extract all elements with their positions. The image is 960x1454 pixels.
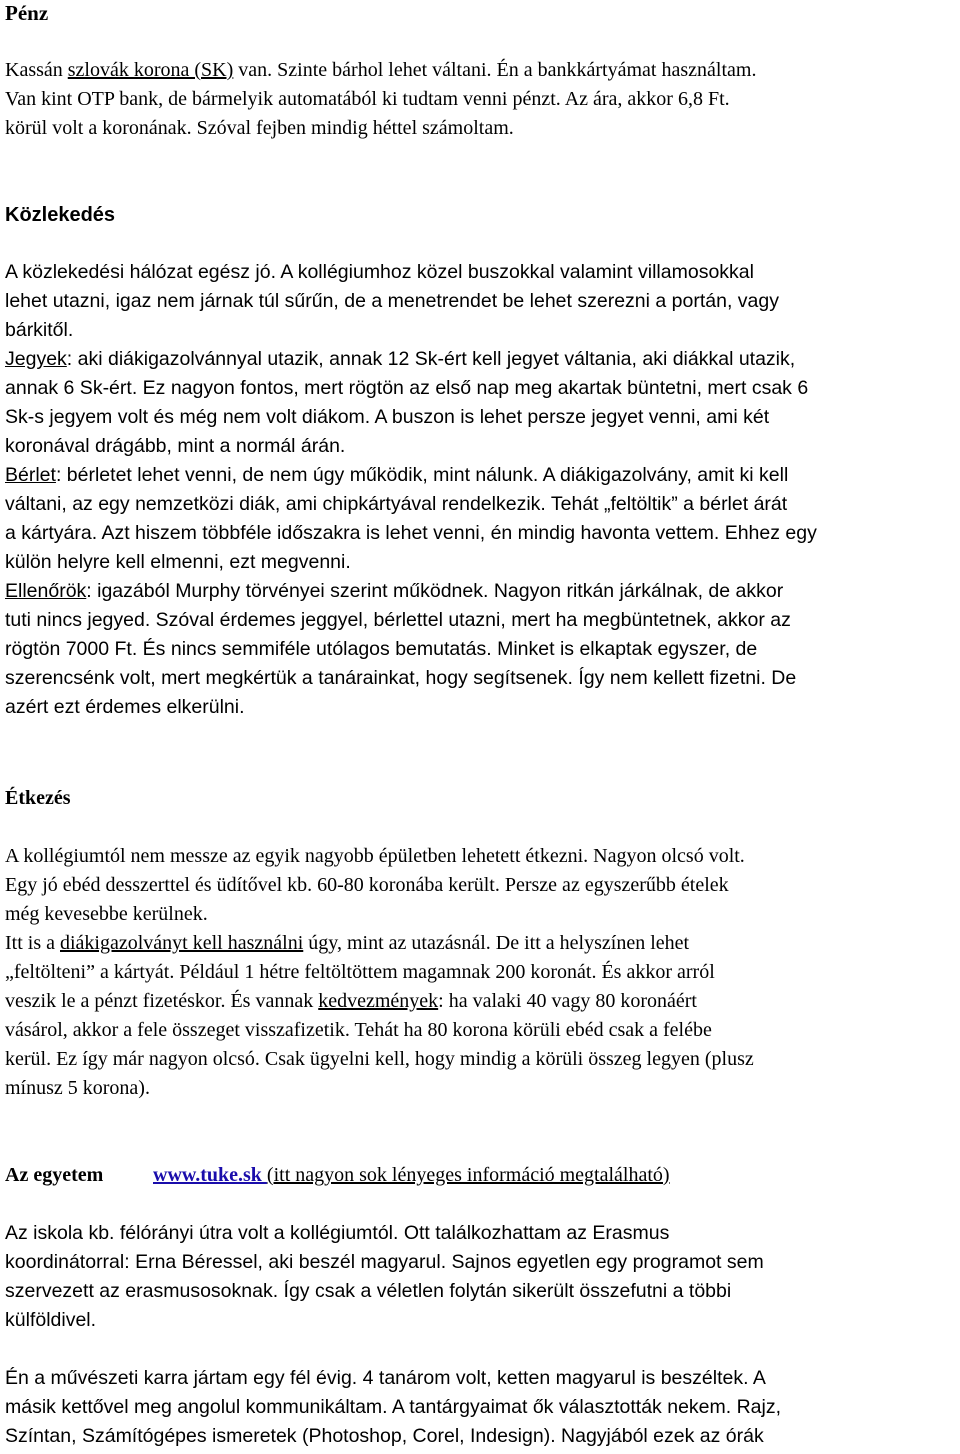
egyetem-paragraph-2 bbox=[5, 1364, 957, 1451]
tuke-website-link[interactable]: www.tuke.sk bbox=[153, 1164, 267, 1186]
kozlekedes-text: : bérletet lehet venni, de nem úgy működik, mint nálunk. A diákigazolvány, amit ki kell bbox=[55, 464, 789, 486]
kozlekedes-text: : igazából Murphy törvényei szerint működnek. Nagyon ritkán járkálnak, de akkor bbox=[86, 580, 784, 602]
etkezes-text: még kevesebbe kerülnek. bbox=[5, 903, 208, 925]
egyetem-text: Én a művészeti karra jártam egy fél évig. 4 tanárom volt, ketten magyarul is beszéltek. A bbox=[5, 1367, 766, 1389]
etkezes-text: : ha valaki 40 vagy 80 koronáért bbox=[438, 990, 697, 1012]
penz-text: körül volt a koronának. Szóval fejben mindig héttel számoltam. bbox=[5, 117, 514, 139]
kozlekedes-text: rögtön 7000 Ft. És nincs semmiféle utólagos bemutatás. Minket is elkaptak egyszer, de bbox=[5, 638, 758, 660]
kozlekedes-text: annak 6 Sk-ért. Ez nagyon fontos, mert rögtön az első nap meg akartak büntetni, mert csak 6 bbox=[5, 377, 809, 399]
etkezes-text: mínusz 5 korona). bbox=[5, 1077, 150, 1099]
egyetem-paragraph-1 bbox=[5, 1219, 957, 1335]
kozlekedes-text: Sk-s jegyem volt és még nem volt diákom. A buszon is lehet persze jegyet venni, ami két bbox=[5, 406, 770, 428]
kozlekedes-text: A közlekedési hálózat egész jó. A kollégiumhoz közel buszokkal valamint villamosokkal bbox=[5, 261, 754, 283]
egyetem-text: szervezett az erasmusosoknak. Így csak a véletlen folytán sikerült összefutni a többi bbox=[5, 1280, 732, 1302]
kozlekedes-text: azért ezt érdemes elkerülni. bbox=[5, 696, 245, 718]
szlovak-korona-link[interactable]: szlovák korona (SK) bbox=[67, 59, 234, 81]
penz-text: Van kint OTP bank, de bármelyik automatából ki tudtam venni pénzt. Az ára, akkor 6,8 Ft. bbox=[5, 88, 730, 110]
berlet-link[interactable]: Bérlet bbox=[5, 464, 56, 486]
etkezes-text: A kollégiumtól nem messze az egyik nagyobb épületben lehetett étkezni. Nagyon olcsó volt. bbox=[5, 845, 745, 867]
kozlekedes-paragraph bbox=[5, 258, 957, 722]
egyetem-text: külföldivel. bbox=[5, 1309, 97, 1331]
kozlekedes-text: szerencsénk volt, mert megkértük a tanárainkat, hogy segítsenek. Így nem kellett fizetni. De bbox=[5, 667, 797, 689]
penz-text: van. Szinte bárhol lehet váltani. Én a bankkártyámat használtam. bbox=[233, 59, 757, 81]
etkezes-text: úgy, mint az utazásnál. De itt a helyszínen lehet bbox=[303, 932, 690, 954]
etkezes-paragraph bbox=[5, 842, 957, 1103]
egyetem-text: Színtan, Számítógépes ismeretek (Photoshop, Corel, Indesign). Nagyjából ezek az órák bbox=[5, 1425, 764, 1447]
section-heading-egyetem: Az egyetem bbox=[5, 1164, 104, 1186]
etkezes-text: Itt is a bbox=[5, 932, 60, 954]
egyetem-text: Az iskola kb. félórányi útra volt a kollégiumtól. Ott találkozhattam az Erasmus bbox=[5, 1222, 670, 1244]
kozlekedes-text: tuti nincs jegyed. Szóval érdemes jeggyel, bérlettel utazni, mert ha megbüntetnek, akkor az bbox=[5, 609, 791, 631]
kozlekedes-text: : aki diákigazolvánnyal utazik, annak 12 Sk-ért kell jegyet váltania, aki diákkal utazik, bbox=[66, 348, 796, 370]
kozlekedes-text: váltani, az egy nemzetközi diák, ami chipkártyával rendelkezik. Tehát „feltöltik” a bérlet árát bbox=[5, 493, 788, 515]
penz-paragraph bbox=[5, 56, 957, 143]
etkezes-text: Egy jó ebéd desszerttel és üdítővel kb. 60-80 koronába került. Persze az egyszerűbb ételek bbox=[5, 874, 729, 896]
etkezes-text: veszik le a pénzt fizetéskor. És vannak bbox=[5, 990, 319, 1012]
ellenorok-link[interactable]: Ellenőrök bbox=[5, 580, 87, 602]
kedvezmenyek-link[interactable]: kedvezmények bbox=[318, 990, 439, 1012]
jegyek-link[interactable]: Jegyek bbox=[5, 348, 67, 370]
egyetem-heading-row bbox=[5, 1161, 957, 1190]
etkezes-text: kerül. Ez így már nagyon olcsó. Csak ügyelni kell, hogy mindig a körüli összeg legyen (plusz bbox=[5, 1048, 754, 1070]
diakigazolvany-link[interactable]: diákigazolványt kell használni bbox=[60, 932, 304, 954]
penz-text: Kassán bbox=[5, 59, 68, 81]
kozlekedes-text: lehet utazni, igaz nem járnak túl sűrűn, de a menetrendet be lehet szerezni a portán, vagy bbox=[5, 290, 779, 312]
egyetem-text: másik kettővel meg angolul kommunikáltam. A tantárgyaimat ők választották nekem. Rajz, bbox=[5, 1396, 782, 1418]
section-heading-penz: Pénz bbox=[5, 1, 49, 25]
kozlekedes-text: a kártyára. Azt hiszem többféle időszakra is lehet venni, én mindig havonta vettem. Ehhez egy bbox=[5, 522, 817, 544]
section-heading-etkezes: Étkezés bbox=[5, 787, 71, 809]
etkezes-text: vásárol, akkor a fele összeget visszafizetik. Tehát ha 80 korona körüli ebéd csak a felébe bbox=[5, 1019, 712, 1041]
etkezes-text: „feltölteni” a kártyát. Például 1 hétre feltöltöttem magamnak 200 koronát. És akkor arról bbox=[5, 961, 715, 983]
kozlekedes-text: külön helyre kell elmenni, ezt megvenni. bbox=[5, 551, 351, 573]
egyetem-link-note: (itt nagyon sok lényeges információ megtalálható) bbox=[266, 1164, 670, 1186]
kozlekedes-text: koronával drágább, mint a normál árán. bbox=[5, 435, 346, 457]
section-heading-kozlekedes: Közlekedés bbox=[5, 204, 116, 226]
kozlekedes-text: bárkitől. bbox=[5, 319, 74, 341]
egyetem-text: koordinátorral: Erna Béressel, aki beszél magyarul. Sajnos egyetlen egy programot sem bbox=[5, 1251, 764, 1273]
